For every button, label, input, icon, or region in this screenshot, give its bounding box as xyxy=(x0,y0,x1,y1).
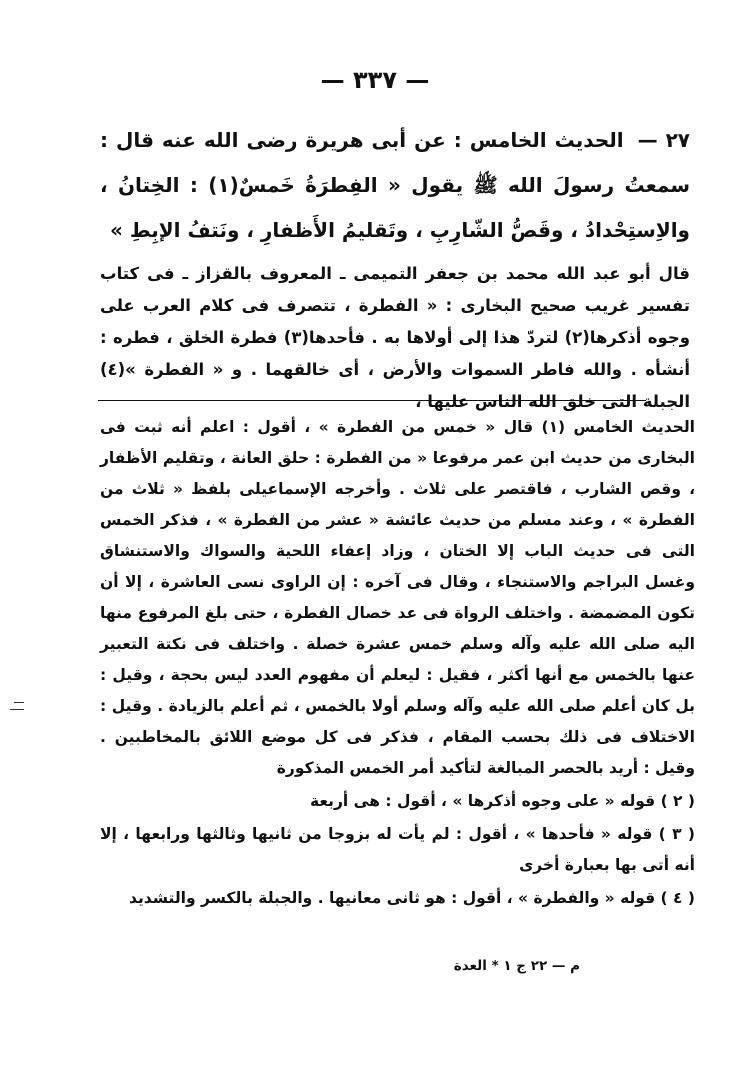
footnote-2: ( ٢ ) قوله « على وجوه أذكرها » ، أقول : هى أربعة xyxy=(309,792,695,810)
footnote-3: ( ٣ ) قوله « فأحدها » ، أقول : لم يأت له بزوجا من ثانيها وثالثها ورابعها ، إلا أنه أتى بها بعبارة أخرى xyxy=(100,825,695,874)
footnote-divider xyxy=(98,400,646,401)
footnote-1: الحديث الخامس (١) قال « خمس من الفطرة » ، أقول : اعلم أنه ثبت فى البخارى من حديث ابن عمر مرفوعا « من الفطرة : حلق العانة ، وتقليم الأظفار ، وقص الشارب ، فاقتصر على ثلاث . وأخرجه الإسماعيلى بلفظ « ثلاث من الفطرة » ، وعند مسلم من حديث عائشة « عشر من الفطرة » ، فذكر الخمس التى فى حديث الباب إلا الختان ، وزاد إعفاء اللحية والسواك والاستنشاق وغسل البراجم والاستنجاء ، وقال فى آخره : إن الراوى نسى العاشرة ، إلا أن تكون المضمضة . واختلف الرواة فى عد خصال الفطرة ، حتى بلغ المرفوع منها اليه صلى الله عليه وآله وسلم خمس عشرة خصلة . واختلف فى نكتة التعبير عنها بالخمس مع أنها أكثر ، فقيل : ليعلم أن مفهوم العدد ليس بحجة ، وقيل : بل كان أعلم صلى الله عليه وآله وسلم أولا بالخمس ، ثم أعلم بالزيادة . وقيل : الاختلاف فى ذلك بحسب المقام ، فذكر فى كل موضع اللائق بالمخاطبين . وقيل : أريد بالحصر المبالغة لتأكيد أمر الخمس المذكورة xyxy=(100,418,695,777)
margin-mark xyxy=(10,702,24,722)
commentary-paragraph: قال أبو عبد الله محمد بن جعفر التميمى ـ المعروف بالقزاز ـ فى كتاب تفسير غريب صحيح البخارى : « الفطرة ، تتصرف فى كلام العرب على وجوه أذكرها(٢) لتردّ هذا إلى أولاها به . فأحدها(٣) فطرة الخلق ، فطره : أنشأه . والله فاطر السموات والأرض ، أى خالقهما . و « الفطرة »(٤) الجبلة التى خلق الله الناس عليها ، xyxy=(100,264,690,411)
printer-signature: م — ٢٢ ج ١ * العدة xyxy=(453,958,580,974)
footnotes-section xyxy=(100,412,695,914)
hadith-body: الحديث الخامس : عن أبى هريرة رضى الله عنه قال : سمعتُ رسولَ الله ﷺ يقول « الفِطرَةُ خَمسٌ(١) : الخِتانُ ، والاِستِحْدادُ ، وقَصُّ الشّارِبِ ، وتَقليمُ الأَظفارِ ، ونَتفُ الإبِطِ » xyxy=(100,128,690,242)
page-number: — ٣٣٧ — xyxy=(320,66,430,94)
hadith-text-block xyxy=(100,118,690,253)
hadith-number: ٢٧ — xyxy=(637,128,691,152)
footnote-4: ( ٤ ) قوله « والفطرة » ، أقول : هو ثانى معانيها . والجبلة بالكسر والتشديد xyxy=(129,889,695,907)
